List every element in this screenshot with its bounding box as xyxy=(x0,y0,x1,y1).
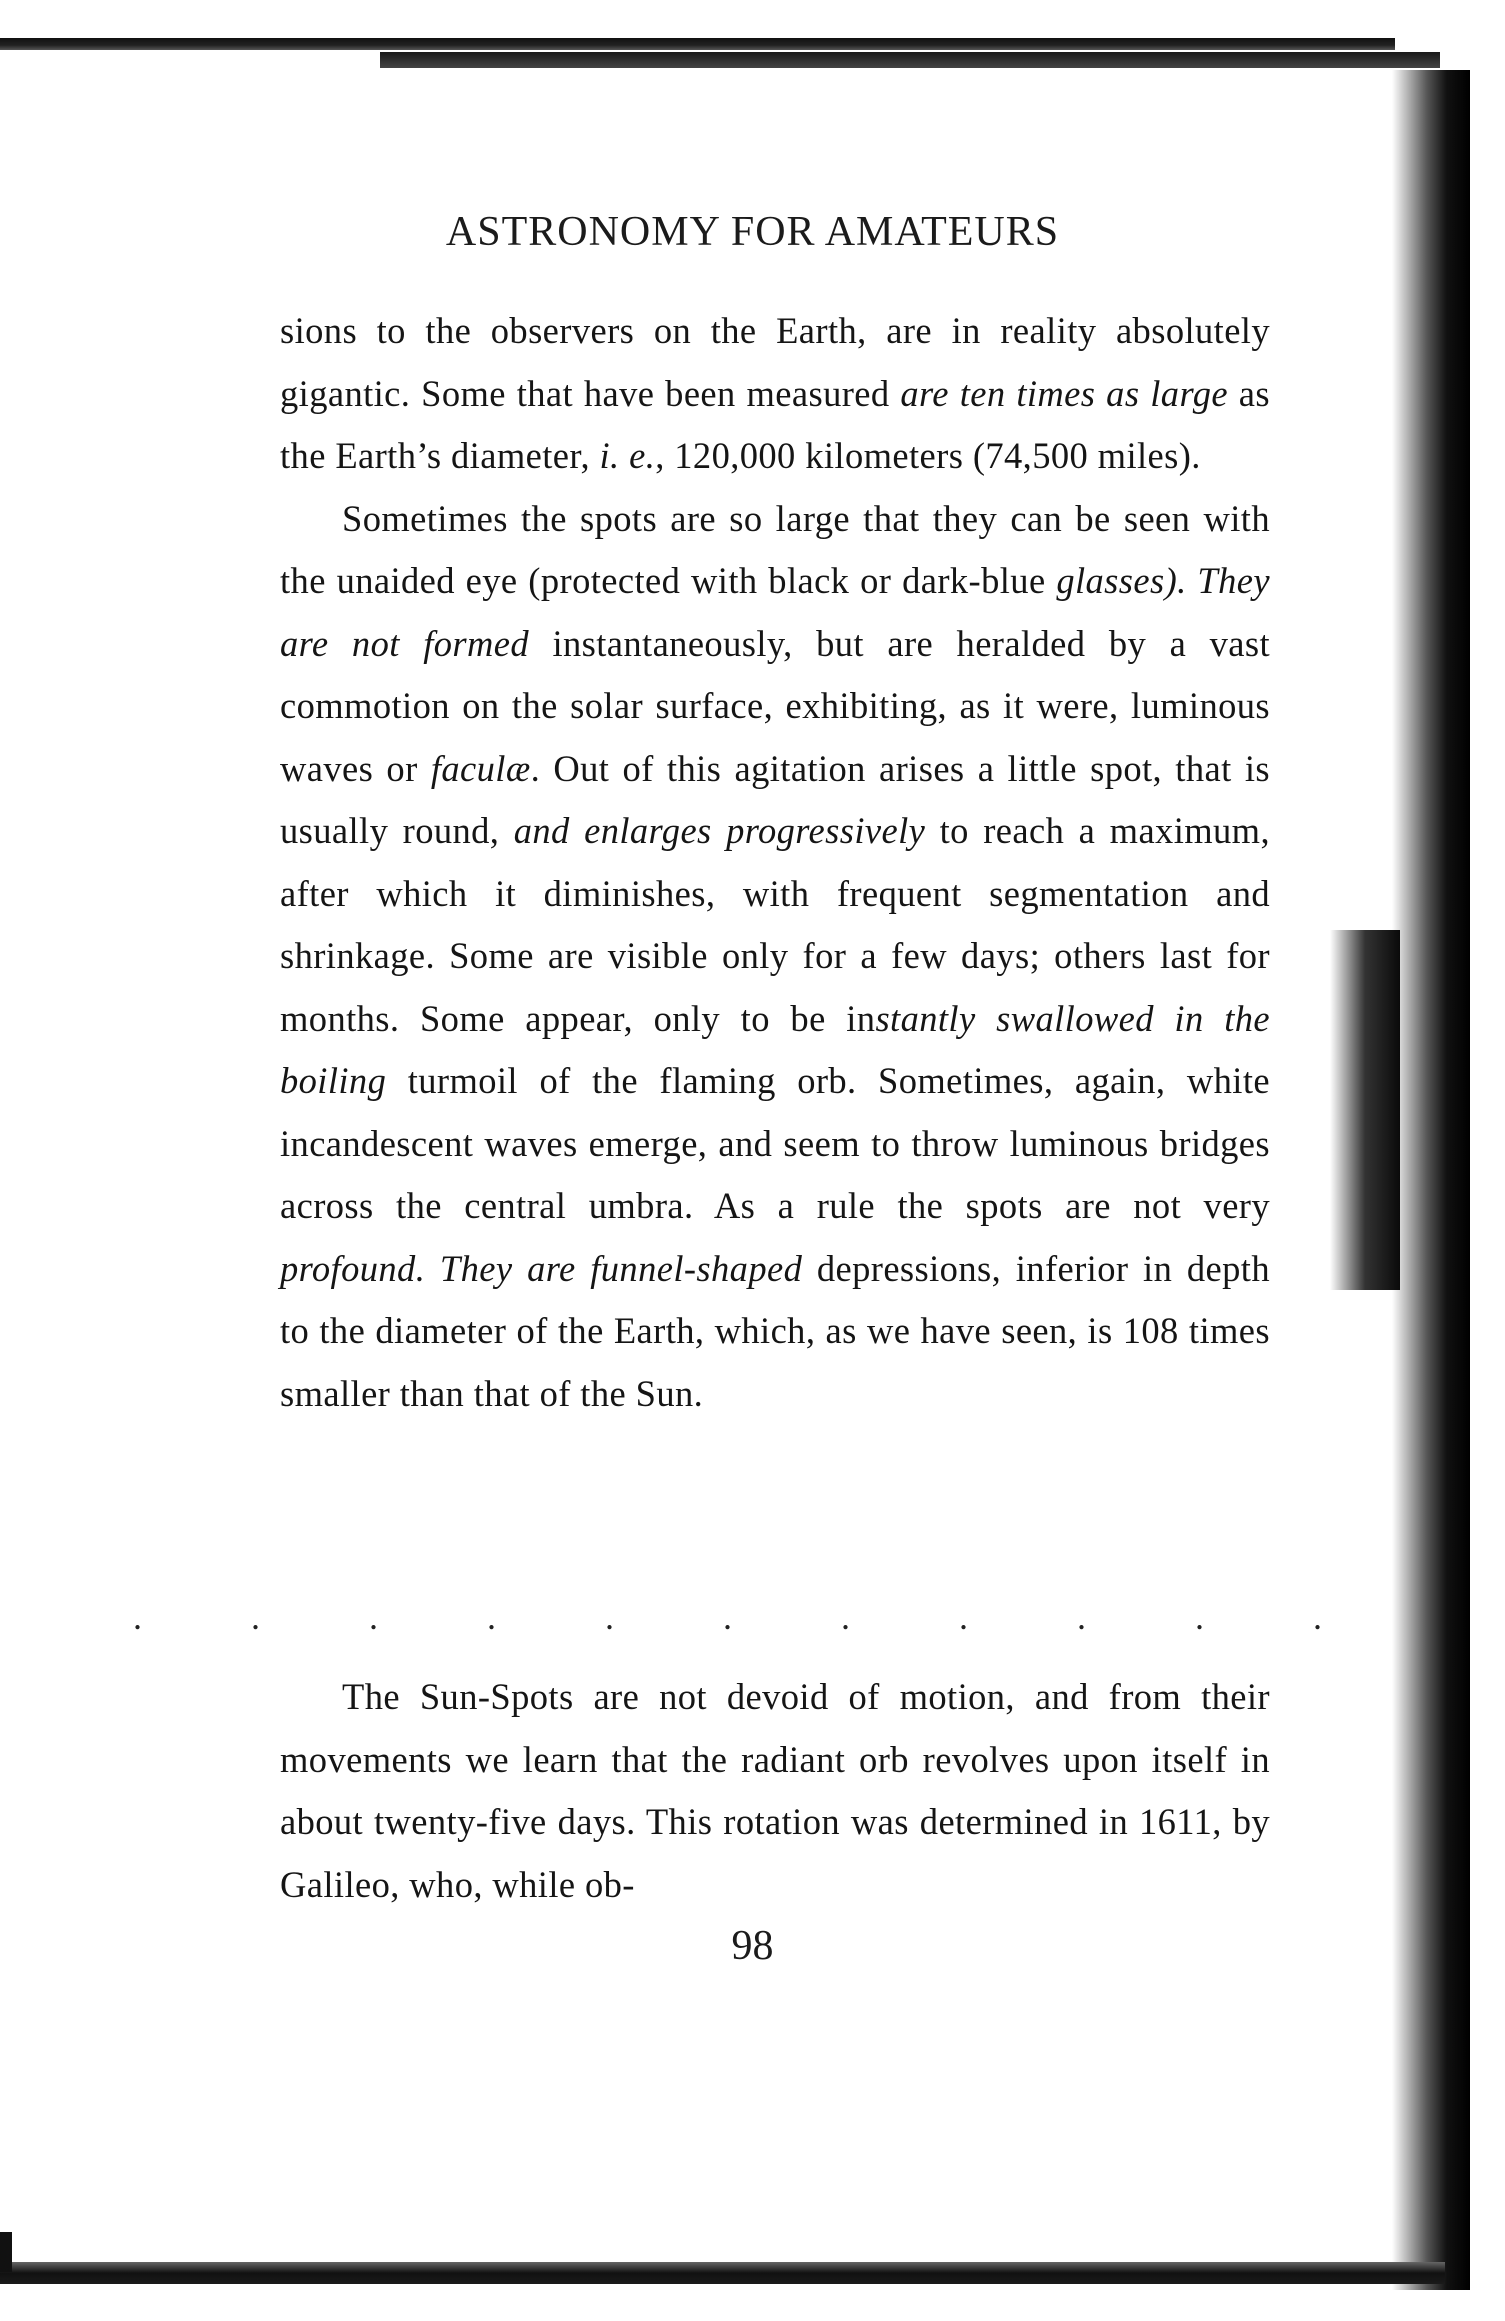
italic-run: and enlarges progressively xyxy=(513,810,926,851)
page-edge-corner xyxy=(0,2232,12,2272)
text-run: , 120,000 kilometers (74,500 miles). xyxy=(655,435,1201,476)
italic-run: stantly swallowed in the boiling xyxy=(280,997,1270,1101)
text-run: instantaneously, but are heralded by a vast commotion on the solar surface, exhibiting, as it were, luminous waves or xyxy=(280,622,1270,789)
page-number: 98 xyxy=(731,1923,774,1969)
paragraph: The Sun-Spots are not devoid of motion, and from their movements we learn that the radiant orb revolves upon itself in about twenty-five days. This rotation was determined in 1611, by Galileo, who, while ob- xyxy=(280,1676,1270,1905)
italic-run: faculæ xyxy=(430,747,531,789)
italic-run: glasses). They are not formed xyxy=(280,560,1270,664)
text-run: . Out of this agitation arises a little spot, that is usually round, xyxy=(280,747,1270,851)
page-edge-top-shadow xyxy=(380,52,1440,68)
text-run: turmoil of the flaming orb. Sometimes, again, white incandescent waves emerge, and seem to throw luminous bridges across the central umbra. As a rule the spots are not very xyxy=(280,1060,1270,1226)
page-edge-top xyxy=(0,38,1395,50)
text-run: Sometimes the spots are so large that they can be seen with the unaided eye (protected with black or dark-blue xyxy=(280,497,1270,601)
paragraph xyxy=(280,488,1270,1426)
text-run: as the Earth’s diameter, xyxy=(280,372,1270,476)
text-run: sions to the observers on the Earth, are in reality absolutely gigantic. Some that have been measured xyxy=(280,310,1270,414)
italic-run: i. e. xyxy=(599,435,656,476)
text-run: to reach a maximum, after which it diminishes, with frequent segmentation and shrinkage. Some are visible only for a few days; others last for months. Some appear, only to be in xyxy=(280,810,1270,1039)
page-edge-bottom xyxy=(0,2262,1445,2284)
page-edge-right-shadow xyxy=(1330,930,1400,1290)
paragraph-continued xyxy=(280,300,1270,488)
italic-run: profound. They are funnel-shaped xyxy=(280,1247,803,1289)
italic-run: are ten times as large xyxy=(900,372,1228,414)
body-text xyxy=(280,300,1270,1425)
running-head: ASTRONOMY FOR AMATEURS xyxy=(445,209,1060,255)
text-run: depressions, inferior in depth to the diameter of the Earth, which, as we have seen, is 108 times smaller than that of the Sun. xyxy=(280,1247,1270,1414)
body-text-continued xyxy=(280,1666,1270,1916)
section-break: . . . . . . . . . . . xyxy=(133,1597,1372,1637)
